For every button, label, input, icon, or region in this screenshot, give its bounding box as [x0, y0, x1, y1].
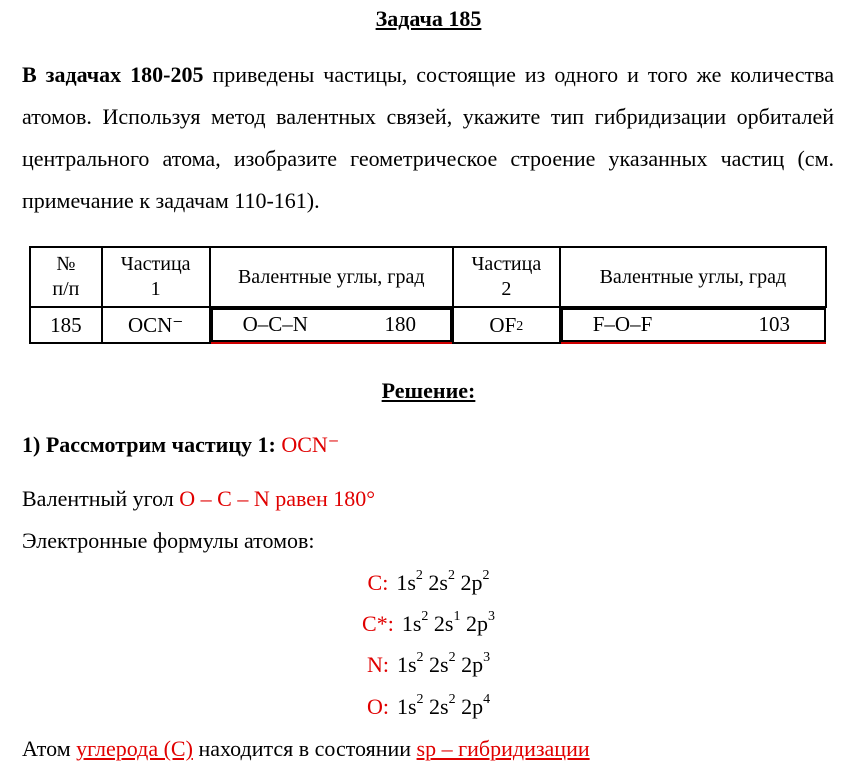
solution-heading: Решение: [381, 378, 476, 403]
cell-num: 185 [30, 307, 102, 343]
formulas-heading: Электронные формулы атомов: [22, 528, 315, 553]
formula-n: N: $1s^2$ $2s^2$ $2p^3$ [366, 650, 491, 677]
header-particle-1: Частица 1 [102, 247, 210, 307]
task-statement [22, 54, 834, 222]
particles-table [29, 246, 827, 344]
header-angles-2: Валентные углы, град [560, 247, 826, 307]
cell-angles-2: F–O–F 103 [561, 308, 826, 342]
table-row [30, 307, 826, 343]
header-particle-2: Частица 2 [453, 247, 560, 307]
bond-angle-line: Валентный угол O – C – N равен 180° [22, 486, 376, 511]
formula-c-excited: C*: $1s^2$ $2s^1$ $2p^3$ [362, 609, 495, 636]
cell-particle-2: $OF_2$ [453, 307, 560, 343]
task-title: Задача 185 [375, 6, 482, 31]
cell-angles-1: O–C–N 180 [211, 308, 452, 342]
formula-o: O: $1s^2$ $2s^2$ $2p^4$ [366, 692, 491, 719]
hybridization-line: Атом углерода (С) находится в состоянии sp – гибридизации [22, 736, 590, 761]
cell-particle-1: OCN⁻ [102, 307, 210, 343]
table-header-row [30, 247, 826, 307]
statement-text: приведены частицы, состоящие из одного и того же количества атомов. Используя метод валентных связей, укажите тип гибридизации орбиталей центрального атома, изобразите геометрическое строение указанных частиц (см. примечание к задачам 110-161). [22, 62, 834, 213]
statement-lead: В задачах 180-205 [22, 62, 204, 87]
header-num: № п/п [30, 247, 102, 307]
step-1-heading: 1) Рассмотрим частицу 1: OCN⁻ [22, 432, 340, 457]
formula-c: C: $1s^2$ $2s^2$ $2p^2$ [367, 568, 490, 595]
header-angles-1: Валентные углы, град [210, 247, 453, 307]
